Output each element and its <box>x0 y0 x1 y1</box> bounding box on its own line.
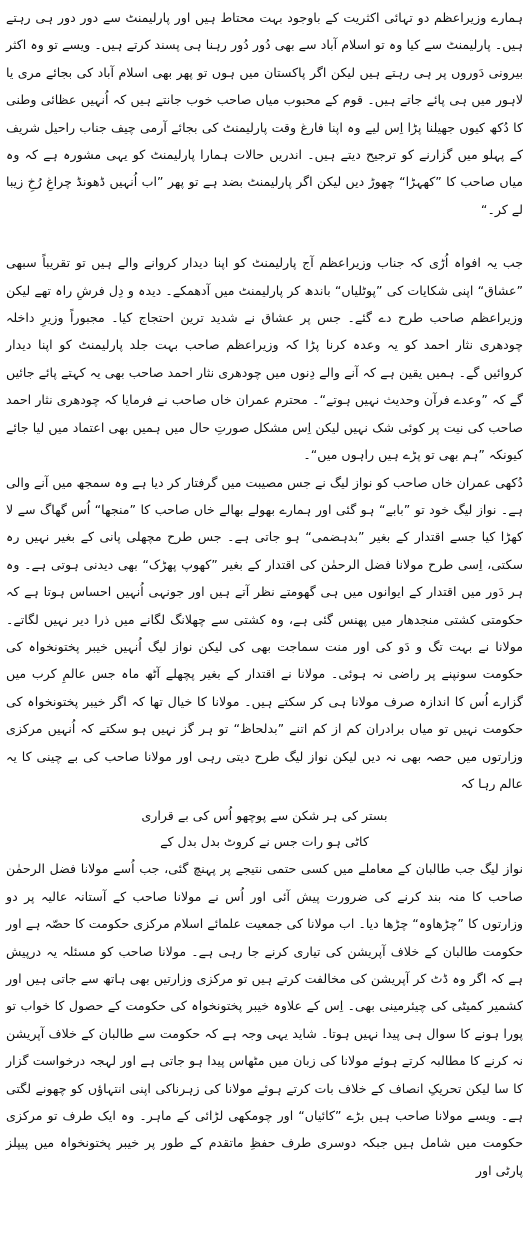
poem-couplet <box>6 803 523 855</box>
paragraph-3: دُکھی عمران خاں صاحب کو نواز لیگ نے جس مصیبت میں گرفتار کر دیا ہے وہ سمجھ میں آنے والی ہے۔ نواز لیگ خود تو ”بابے“ ہو گئی اور ہمارے بھولے بھالے خاں صاحب کا ”منجھا“ اُس گھاگ سے لا کھڑا کیا جسے اقتدار کے بغیر ”بدہضمی“ ہو جاتی ہے۔ جس طرح مچھلی پانی کے بغیر نہیں رہ سکتی، اِسی طرح مولانا فضل الرحمٰن کی اقتدار کے بغیر ”کھوپ پھڑک“ بھی دیدنی ہوتی ہے۔ وہ ہر دَور میں اقتدار کے ایوانوں میں ہی گھومتے نظر آتے ہیں اور جونہی اُنہیں احساس ہوتا ہے کہ حکومتی کشتی منجدھار میں پھنس گئی ہے، وہ کشتی سے چھلانگ لگانے میں ذرا دیر نہیں لگاتے۔ مولانا نے بہت تگ و دَو کی اور منت سماجت بھی کی لیکن نواز لیگ اُنہیں خیبر پختونخواہ کی حکومت سونپنے پر راضی نہ ہوئی۔ مولانا نے اقتدار کے بغیر پچھلے آٹھ ماہ جس عالمِ کرب میں گزارے اُس کا اندازہ صرف مولانا ہی کر سکتے ہیں۔ مولانا کا خیال تھا کہ اگر خیبر پختونخواہ کی حکومت نہیں تو میاں برادران کم از کم اتنے ”بدلحاظ“ تو ہر گز نہیں ہو سکتے کہ اُنہیں مرکزی وزارتوں میں حصہ بھی نہ دیں لیکن نواز لیگ طرح دیتی رہی اور مولانا صاحب کی بے چینی کا یہ عالم رہا کہ <box>6 474 523 791</box>
article-body <box>6 4 523 1184</box>
poem-line-2: کاٹی ہو رات جس نے کروٹ بدل بدل کے <box>160 834 369 850</box>
poem-line-1: بستر کی ہر شکن سے پوچھو اُس کی بے قراری <box>141 808 388 824</box>
paragraph-2: جب یہ افواہ اُڑی کہ جناب وزیراعظم آج پارلیمنٹ کو اپنا دیدار کروانے والے ہیں تو تقریباً سبھی ”عشاق“ اپنی شکایات کی ”پوٹلیاں“ باندھ کر پارلیمنٹ میں آدھمکے۔ دیدہ و دِل فرشِ راہ تھے لیکن وزیراعظم صاحب طرح دے گئے۔ جس پر عشاق نے شدید ترین احتجاج کیا۔ مجبوراً وزیرِ داخلہ چودھری نثار احمد کو یہ وعدہ کرنا پڑا کہ وزیراعظم صاحب بہت جلد پارلیمنٹ کو اپنا دیدار کروائیں گے۔ ہمیں یقین ہے کہ آنے والے دِنوں میں چودھری نثار احمد صاحب بھی یہ کہتے پائے جائیں گے کہ ”وعدے فرآن وحدیث نہیں ہوتے“۔ محترم عمران خاں صاحب نے فرمایا کہ چودھری نثار احمد صاحب کی نیت پر کوئی شک نہیں لیکن اِس مشکل صورتِ حال میں ہمیں بھی اعتماد میں لیا جائے کیونکہ ”ہم بھی تو پڑے ہیں راہوں میں“۔ <box>6 255 523 463</box>
paragraph-spacer <box>6 223 523 249</box>
paragraph-1: ہمارے وزیراعظم دو تہائی اکثریت کے باوجود بہت محتاط ہیں اور پارلیمنٹ سے دور دور ہی رہتے ہیں۔ پارلیمنٹ سے کیا وہ تو اسلام آباد سے بھی دُور دُور رہنا ہی پسند کرتے ہیں۔ ویسے تو وہ اکثر بیرونی دَوروں پر ہی رہتے ہیں لیکن اگر پاکستان میں ہوں تو پھر بھی اسلام آباد کی بجائے مری یا لاہور میں ہی پائے جاتے ہیں۔ قوم کے محبوب میاں صاحب خوب جانتے ہیں کہ اُنہیں عظائی وطنی کا دُکھ کیوں جھیلنا پڑا اِس لیے وہ اپنا فارغ وقت پارلیمنٹ کی بجائے آرمی چیف جناب راحیل شریف کے پہلو میں گزارنے کو ترجیح دیتے ہیں۔ اندریں حالات ہمارا پارلیمنٹ کو یہی مشورہ ہے کہ وہ میاں صاحب کا ”کھہڑا“ چھوڑ دیں لیکن اگر پارلیمنٹ بضد ہے تو پھر ”اب اُنہیں ڈھونڈ چراغِ رُخِ زیبا لے کر۔“ <box>6 10 523 217</box>
paragraph-4: نواز لیگ جب طالبان کے معاملے میں کسی حتمی نتیجے پر پہنچ گئی، جب اُسے مولانا فضل الرحمٰن صاحب کا منہ بند کرنے کی ضرورت پیش آئی اور اُس نے مولانا صاحب کے آستانہ عالیہ پر دو وزارتوں کا ”چڑھاوہ“ چڑھا دیا۔ اب مولانا کی جمعیت علمائے اسلام مرکزی حکومت کا حصّہ ہے اور حکومت طالبان کے خلاف آپریشن کی تیاری کرنے جا رہی ہے۔ مولانا صاحب کو مسئلہ یہ درپیش ہے کہ اگر وہ ڈٹ کر آپریشن کی مخالفت کرتے ہیں تو مرکزی وزارتیں بھی ہاتھ سے جاتی ہیں اور کشمیر کمیٹی کی چیئرمینی بھی۔ اِس کے علاوہ خیبر پختونخواہ کی حکومت کے حصول کا خواب تو پورا ہونے کا سوال ہی پیدا نہیں ہوتا۔ شاید یہی وجہ ہے کہ حکومت سے طالبان کے خلاف آپریشن نہ کرنے کا مطالبہ کرتے ہوئے مولانا کی زبان میں مٹھاس پیدا ہو جاتی ہے اور لہجہ درخواست گزار کا سا لیکن تحریکِ انصاف کے خلاف بات کرتے ہوئے مولانا کی زہرناکی اپنی انتہاؤں کو چھونے لگتی ہے۔ ویسے مولانا صاحب ہیں بڑے ”کائیاں“ اور چومکھی لڑائی کے ماہر۔ وہ ایک طرف تو مرکزی حکومت میں شامل ہیں جبکہ دوسری طرف حفظِ ماتقدم کے طور پر خیبر پختونخواہ میں پیپلز پارٹی اور <box>6 861 523 1178</box>
